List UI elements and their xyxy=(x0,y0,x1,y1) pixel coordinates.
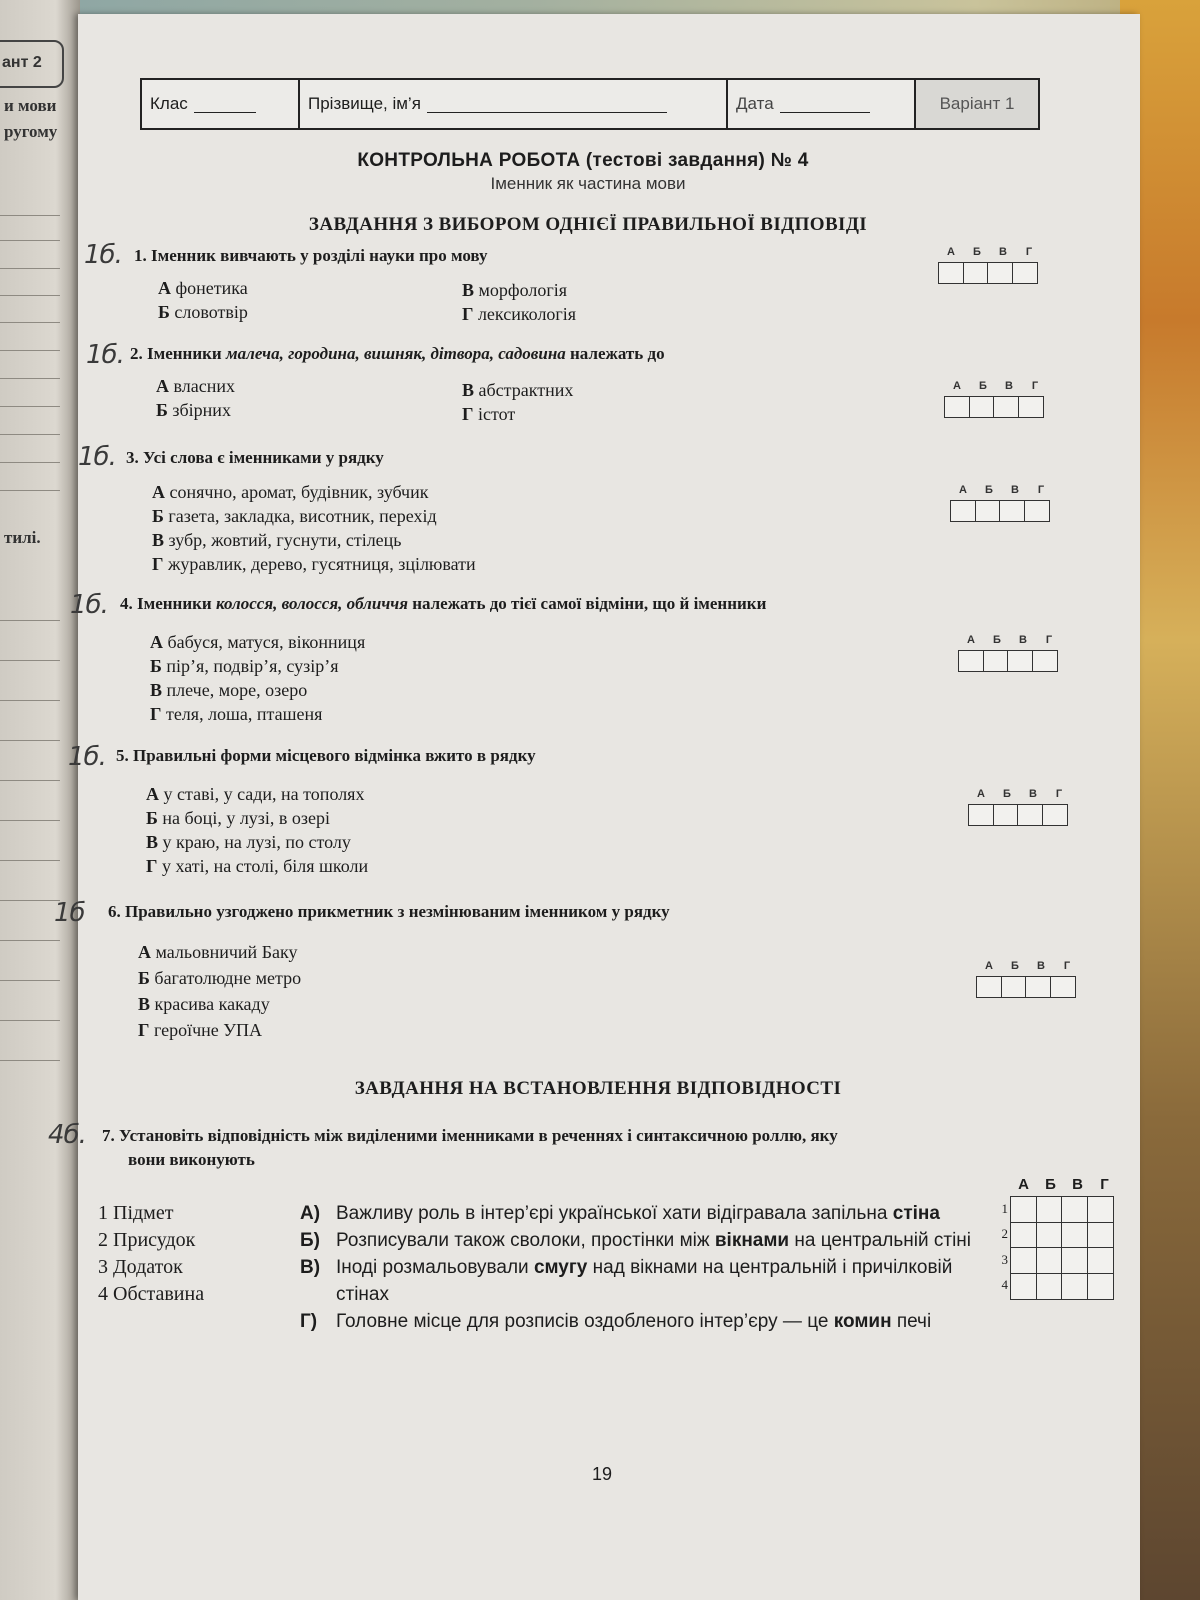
answer-grid-3: А Б В Г xyxy=(950,484,1054,522)
sentence-item: А) Важливу роль в інтер’єрі української хати відігравала запільна стіна xyxy=(300,1203,940,1224)
role-item: 3 Додаток xyxy=(98,1256,183,1278)
answer-grid-4: А Б В Г xyxy=(958,634,1062,672)
answer-box[interactable] xyxy=(1061,1273,1088,1300)
answer-box[interactable] xyxy=(983,650,1009,672)
answer-box[interactable] xyxy=(1032,650,1058,672)
adjacent-variant-label: ант 2 xyxy=(0,40,64,88)
answer-box[interactable] xyxy=(1061,1247,1088,1274)
name-field[interactable] xyxy=(300,80,728,128)
answer-box[interactable] xyxy=(1087,1222,1114,1249)
sentence-item: В) Іноді розмальовували смугу над вікнами на центральній і причілковій стінах xyxy=(300,1257,953,1305)
page-title: КОНТРОЛЬНА РОБОТА (тестові завдання) № 4 xyxy=(357,150,809,171)
answer-box[interactable] xyxy=(1010,1196,1037,1223)
answer-box[interactable] xyxy=(1012,262,1038,284)
answer-box[interactable] xyxy=(1036,1196,1063,1223)
answer-box[interactable] xyxy=(1018,396,1044,418)
answer-box[interactable] xyxy=(999,500,1025,522)
matching-answer-grid: А Б В Г 1 2 3 4 xyxy=(990,1176,1118,1298)
answer-box[interactable] xyxy=(968,804,994,826)
answer-box[interactable] xyxy=(976,976,1002,998)
question-4: 4. Іменники колосся, волосся, обличчя належать до тієї самої відміни, що й іменники xyxy=(120,594,767,613)
answer-box[interactable] xyxy=(958,650,984,672)
question-3: 3. Усі слова є іменниками у рядку xyxy=(126,448,384,467)
adjacent-page xyxy=(0,0,80,1600)
question-7: 7. Установіть відповідність між виділеними іменниками в реченнях і синтаксичною роллю, яку вони виконують xyxy=(102,1126,838,1169)
page-subtitle: Іменник як частина мови xyxy=(490,174,686,193)
handwritten-score: 1б. xyxy=(70,590,108,620)
section-heading: ЗАВДАННЯ НА ВСТАНОВЛЕННЯ ВІДПОВІДНОСТІ xyxy=(354,1078,842,1099)
question-1 xyxy=(134,246,488,266)
answer-box[interactable] xyxy=(1024,500,1050,522)
answer-box[interactable] xyxy=(944,396,970,418)
handwritten-score: 1б. xyxy=(86,340,124,370)
option-b: Б багатолюдне метро xyxy=(138,968,302,988)
handwritten-score: 4б. xyxy=(48,1120,86,1150)
answer-box[interactable] xyxy=(1061,1196,1088,1223)
role-item: 1 Підмет xyxy=(98,1202,174,1224)
answer-box[interactable] xyxy=(1050,976,1076,998)
question-5: 5. Правильні форми місцевого відмінка вжито в рядку xyxy=(116,746,536,765)
answer-grid-1: А Б В Г xyxy=(938,246,1042,284)
answer-box[interactable] xyxy=(993,396,1019,418)
worksheet-page xyxy=(48,14,1140,1600)
answer-box[interactable] xyxy=(1036,1247,1063,1274)
student-info-header xyxy=(140,78,1040,130)
option-a: А сонячно, аромат, будівник, зубчик xyxy=(152,482,429,502)
question-number: 1. xyxy=(134,246,147,265)
question-text: Іменник вивчають у розділі науки про мову xyxy=(151,246,488,265)
answer-box[interactable] xyxy=(938,262,964,284)
handwritten-score: 1б xyxy=(54,898,85,928)
answer-box[interactable] xyxy=(1010,1273,1037,1300)
answer-box[interactable] xyxy=(1042,804,1068,826)
answer-box[interactable] xyxy=(1025,976,1051,998)
answer-box[interactable] xyxy=(1036,1273,1063,1300)
answer-box[interactable] xyxy=(975,500,1001,522)
class-field[interactable] xyxy=(142,80,300,128)
sentence-item: Б) Розписували також сволоки, простінки між вікнами на центральній стіні xyxy=(300,1230,972,1251)
option-d: Г теля, лоша, пташеня xyxy=(150,704,323,724)
section-heading: ЗАВДАННЯ З ВИБОРОМ ОДНІЄЇ ПРАВИЛЬНОЇ ВІДПОВІДІ xyxy=(308,214,868,235)
handwritten-score: 1б. xyxy=(68,742,106,772)
handwritten-score: 1б. xyxy=(78,442,116,472)
answer-box[interactable] xyxy=(1017,804,1043,826)
option-b: Б збірних xyxy=(156,400,231,420)
date-field[interactable] xyxy=(728,80,916,128)
answer-box[interactable] xyxy=(1010,1222,1037,1249)
variant-label: Варіант 1 xyxy=(916,80,1038,128)
option-d: Г у хаті, на столі, біля школи xyxy=(146,856,369,876)
option-a: А у ставі, у сади, на тополях xyxy=(146,784,365,804)
answer-box[interactable] xyxy=(1010,1247,1037,1274)
handwritten-score: 1б. xyxy=(84,240,122,270)
option-b: Б словотвір xyxy=(158,302,248,322)
option-d: Г журавлик, дерево, гусятниця, зцілювати xyxy=(152,554,476,574)
answer-box[interactable] xyxy=(1061,1222,1088,1249)
option-d: Г героїчне УПА xyxy=(138,1020,263,1040)
option-c: В морфологія xyxy=(462,280,567,300)
sentence-item: Г) Головне місце для розписів оздобленого інтер’єру — це комин печі xyxy=(300,1311,932,1332)
adjacent-text: и мови xyxy=(4,96,57,115)
option-d: Г істот xyxy=(462,404,516,424)
option-c: В абстрактних xyxy=(462,380,574,400)
question-6: 6. Правильно узгоджено прикметник з незмінюваним іменником у рядку xyxy=(108,902,670,921)
answer-box[interactable] xyxy=(993,804,1019,826)
class-label: Клас xyxy=(150,94,188,113)
answer-box[interactable] xyxy=(963,262,989,284)
answer-box[interactable] xyxy=(1001,976,1027,998)
option-a: А мальовничий Баку xyxy=(138,942,298,962)
option-a: А бабуся, матуся, віконниця xyxy=(150,632,366,652)
date-label: Дата xyxy=(736,94,774,113)
answer-box[interactable] xyxy=(987,262,1013,284)
answer-box[interactable] xyxy=(1036,1222,1063,1249)
option-b: Б на боці, у лузі, в озері xyxy=(146,808,331,828)
role-item: 2 Присудок xyxy=(98,1229,196,1251)
option-c: В плече, море, озеро xyxy=(150,680,308,700)
role-item: 4 Обставина xyxy=(98,1283,205,1305)
answer-box[interactable] xyxy=(969,396,995,418)
option-b: Б газета, закладка, висотник, перехід xyxy=(152,506,437,526)
syntactic-roles-list xyxy=(98,1200,204,1308)
option-c: В у краю, на лузі, по столу xyxy=(146,832,351,852)
answer-grid-2: А Б В Г xyxy=(944,380,1048,418)
option-c: В зубр, жовтий, гуснути, стілець xyxy=(152,530,402,550)
adjacent-text: ругому xyxy=(4,122,58,141)
answer-grid-5: А Б В Г xyxy=(968,788,1072,826)
sentences-list xyxy=(300,1200,980,1335)
answer-grid-6: А Б В Г xyxy=(976,960,1080,998)
adjacent-text: тилі. xyxy=(4,528,41,547)
option-a: А власних xyxy=(156,376,235,396)
answer-box[interactable] xyxy=(1007,650,1033,672)
option-b: Б пір’я, подвір’я, сузір’я xyxy=(150,656,339,676)
answer-box[interactable] xyxy=(1087,1247,1114,1274)
answer-box[interactable] xyxy=(950,500,976,522)
option-a: А фонетика xyxy=(158,278,248,298)
page-number: 19 xyxy=(592,1464,613,1484)
answer-box[interactable] xyxy=(1087,1196,1114,1223)
option-c: В красива какаду xyxy=(138,994,270,1014)
answer-box[interactable] xyxy=(1087,1273,1114,1300)
name-label: Прізвище, ім’я xyxy=(308,94,421,113)
option-d: Г лексикологія xyxy=(462,304,577,324)
question-2: 2. Іменники малеча, городина, вишняк, дітвора, садовина належать до xyxy=(130,344,665,363)
